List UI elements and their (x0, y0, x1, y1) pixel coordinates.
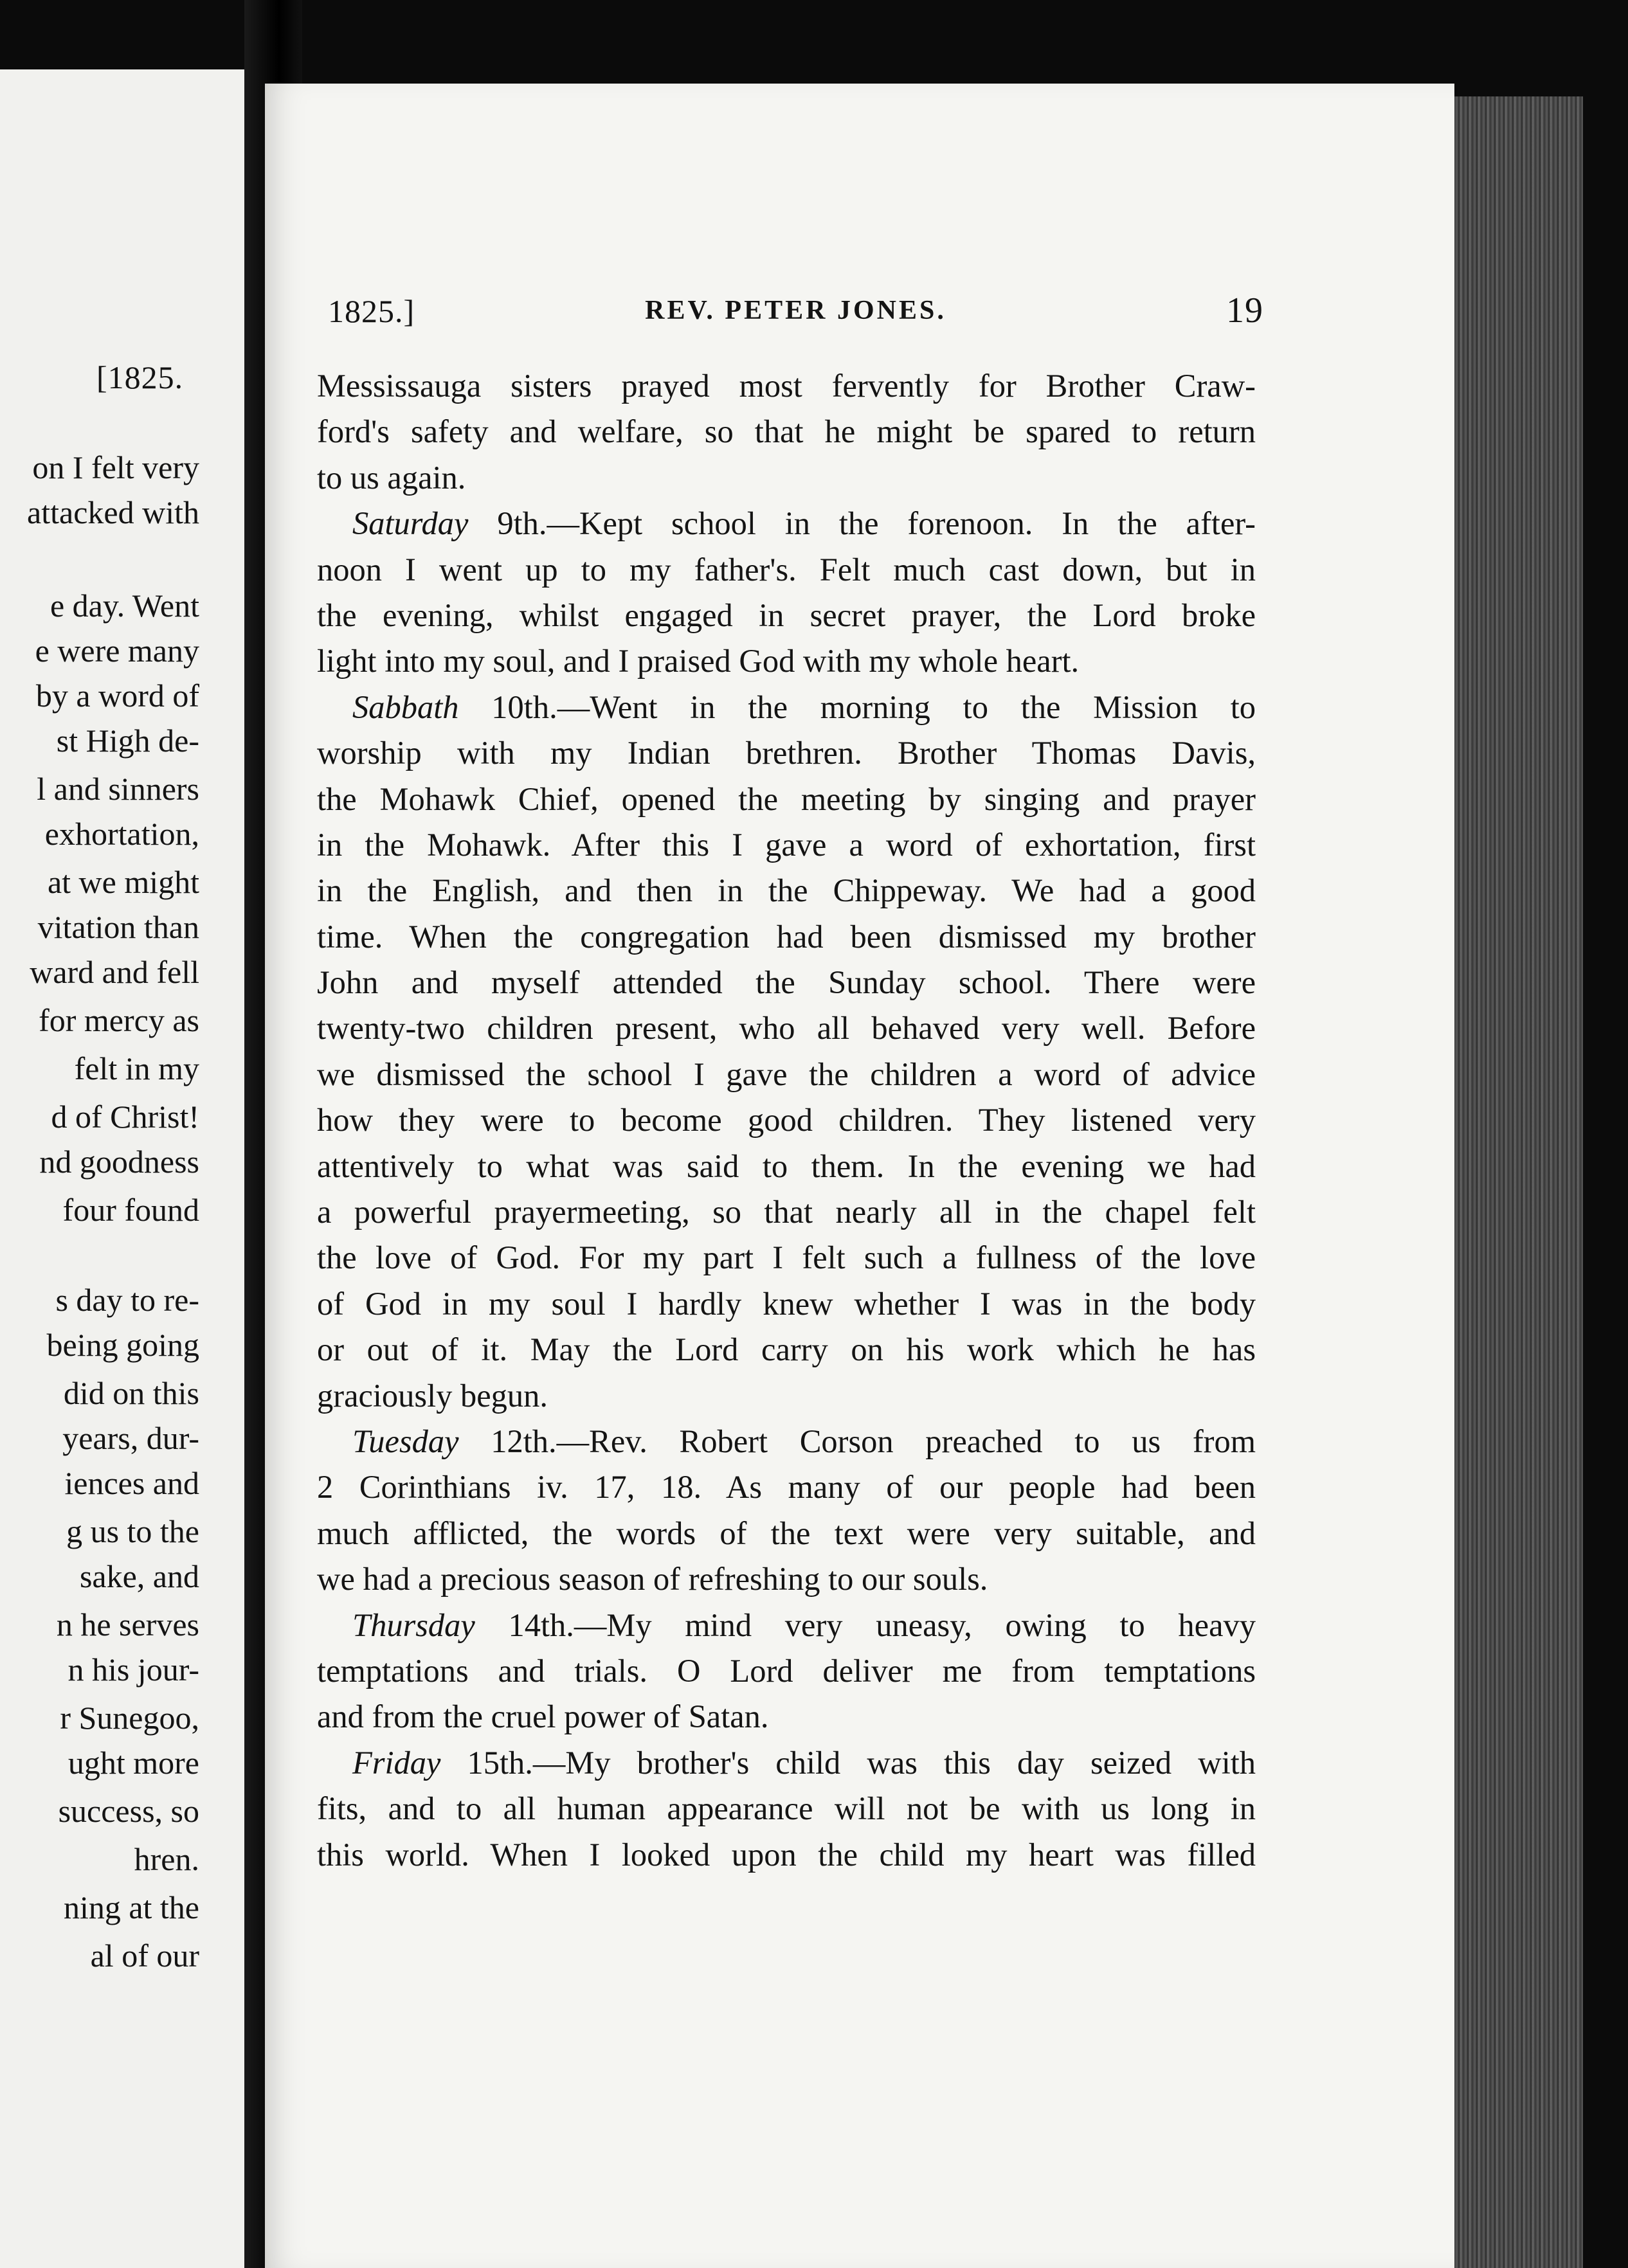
text-line (317, 1052, 1256, 1097)
text-line (317, 1144, 1256, 1189)
text-line (317, 960, 1256, 1005)
line-text: or out of it. May the Lord carry on his work which he has (317, 1331, 1256, 1368)
line-text: a powerful prayermeeting, so that nearly all in the chapel felt (317, 1194, 1256, 1230)
line-text: we had a precious season of refreshing to our souls. (317, 1561, 988, 1598)
left-page-line: e day. Went (50, 588, 199, 624)
line-text: attentively to what was said to them. In the evening we had (317, 1148, 1256, 1184)
text-line (317, 914, 1256, 960)
left-page-line: exhortation, (44, 816, 199, 852)
text-line (317, 547, 1256, 593)
left-page-line: ning at the (63, 1889, 199, 1925)
text-line (317, 638, 1256, 684)
line-text: noon I went up to my father's. Felt much cast down, but in (317, 551, 1256, 588)
line-text: graciously begun. (317, 1377, 548, 1414)
text-line (317, 1097, 1256, 1143)
text-line (317, 455, 1256, 501)
left-page-line: e were many (35, 633, 199, 669)
line-text: 12th.—Rev. Robert Corson preached to us from (458, 1423, 1256, 1459)
entry-day: Tuesday (352, 1423, 459, 1459)
left-page-line: for mercy as (39, 1002, 199, 1038)
running-head-title: REV. PETER JONES. (645, 296, 946, 325)
text-line (317, 1556, 1256, 1602)
line-text: 2 Corinthians iv. 17, 18. As many of our people had been (317, 1469, 1256, 1506)
text-line (317, 730, 1256, 776)
line-text: light into my soul, and I praised God with my whole heart. (317, 643, 1080, 680)
text-line (317, 1511, 1256, 1556)
left-page-line: d of Christ! (51, 1099, 199, 1135)
line-text: 10th.—Went in the morning to the Mission to (458, 688, 1256, 725)
left-page-running-head: [1825. (96, 359, 184, 395)
left-page-line: years, dur- (62, 1420, 199, 1456)
left-page-line: four found (62, 1192, 199, 1228)
entry-day: Thursday (352, 1607, 475, 1643)
text-line (317, 501, 1256, 546)
line-text: of God in my soul I hardly knew whether I was in the body (317, 1285, 1256, 1322)
left-page-line: ught more (68, 1745, 199, 1781)
text-line (317, 1281, 1256, 1327)
text-line (317, 777, 1256, 822)
left-page-line: vitation than (37, 909, 199, 945)
text-line (317, 868, 1256, 914)
running-head (328, 292, 1263, 331)
line-text: to us again. (317, 459, 466, 496)
text-line (317, 1786, 1256, 1832)
left-page-line: being going (46, 1327, 199, 1363)
left-page-line: g us to the (66, 1513, 199, 1549)
line-text: in the Mohawk. After this I gave a word of exhortation, first (317, 826, 1256, 863)
left-page-line: l and sinners (37, 771, 199, 807)
left-page-line: success, so (58, 1793, 199, 1829)
facing-page-left (0, 69, 248, 2268)
left-page-line: st High de- (56, 723, 199, 759)
line-text: time. When the congregation had been dismissed my brother (317, 918, 1256, 955)
text-line (317, 1005, 1256, 1051)
entry-day: Sabbath (352, 688, 459, 725)
text-line (317, 409, 1256, 455)
line-text: ford's safety and welfare, so that he might be spared to return (317, 413, 1256, 450)
line-text: in the English, and then in the Chippeway. We had a good (317, 872, 1256, 909)
left-page-line: s day to re- (55, 1282, 199, 1318)
text-line (317, 822, 1256, 868)
text-line (317, 685, 1256, 730)
text-line (317, 1648, 1256, 1694)
line-text: this world. When I looked upon the child my heart was filled (317, 1836, 1256, 1873)
line-text: Messissauga sisters prayed most fervently for Brother Craw- (317, 368, 1256, 404)
text-line (317, 593, 1256, 638)
left-page-line: r Sunegoo, (60, 1700, 199, 1736)
page-number: 19 (1226, 291, 1263, 330)
text-line (317, 363, 1256, 409)
line-text: the love of God. For my part I felt such a fullness of the love (317, 1239, 1256, 1276)
line-text: 9th.—Kept school in the forenoon. In the after- (468, 505, 1256, 542)
left-page-line: sake, and (79, 1558, 199, 1594)
left-page-line: did on this (63, 1375, 199, 1411)
line-text: worship with my Indian brethren. Brother Thomas Davis, (317, 735, 1256, 771)
text-line (317, 1419, 1256, 1464)
line-text: we dismissed the school I gave the children a word of advice (317, 1056, 1256, 1092)
left-page-line: nd goodness (39, 1144, 199, 1180)
line-text: fits, and to all human appearance will not be with us long in (317, 1790, 1256, 1827)
running-head-year: 1825.] (328, 293, 415, 329)
text-line (317, 1740, 1256, 1786)
line-text: how they were to become good children. They listened very (317, 1102, 1256, 1138)
line-text: 14th.—My mind very uneasy, owing to heavy (475, 1607, 1256, 1643)
text-line (317, 1464, 1256, 1510)
page-body-text (317, 363, 1256, 1878)
line-text: the Mohawk Chief, opened the meeting by singing and prayer (317, 780, 1256, 817)
left-page-line: al of our (90, 1938, 199, 1974)
left-page-line: ward and fell (30, 954, 199, 990)
left-page-line: felt in my (74, 1050, 199, 1086)
text-line (317, 1603, 1256, 1648)
left-page-line: iences and (64, 1465, 199, 1501)
line-text: 15th.—My brother's child was this day seized with (440, 1744, 1256, 1781)
text-line (317, 1327, 1256, 1372)
line-text: twenty-two children present, who all behaved very well. Before (317, 1010, 1256, 1047)
left-page-line: n his jour- (68, 1652, 199, 1688)
left-page-line: attacked with (27, 494, 199, 530)
text-line (317, 1694, 1256, 1740)
book-page-edges (1454, 96, 1583, 2268)
text-line (317, 1235, 1256, 1281)
text-line (317, 1373, 1256, 1419)
left-page-line: by a word of (35, 678, 199, 714)
text-line (317, 1189, 1256, 1235)
line-text: the evening, whilst engaged in secret prayer, the Lord broke (317, 597, 1256, 633)
entry-day: Saturday (352, 505, 469, 542)
left-page-line: at we might (47, 864, 199, 900)
left-page-line: n he serves (56, 1607, 199, 1643)
line-text: John and myself attended the Sunday school. There were (317, 964, 1256, 1001)
line-text: much afflicted, the words of the text were very suitable, and (317, 1515, 1256, 1551)
line-text: temptations and trials. O Lord deliver me from temptations (317, 1652, 1256, 1689)
text-line (317, 1832, 1256, 1878)
left-page-line: on I felt very (32, 449, 199, 485)
line-text: and from the cruel power of Satan. (317, 1698, 769, 1735)
entry-day: Friday (352, 1744, 441, 1781)
left-page-line: hren. (134, 1841, 199, 1877)
